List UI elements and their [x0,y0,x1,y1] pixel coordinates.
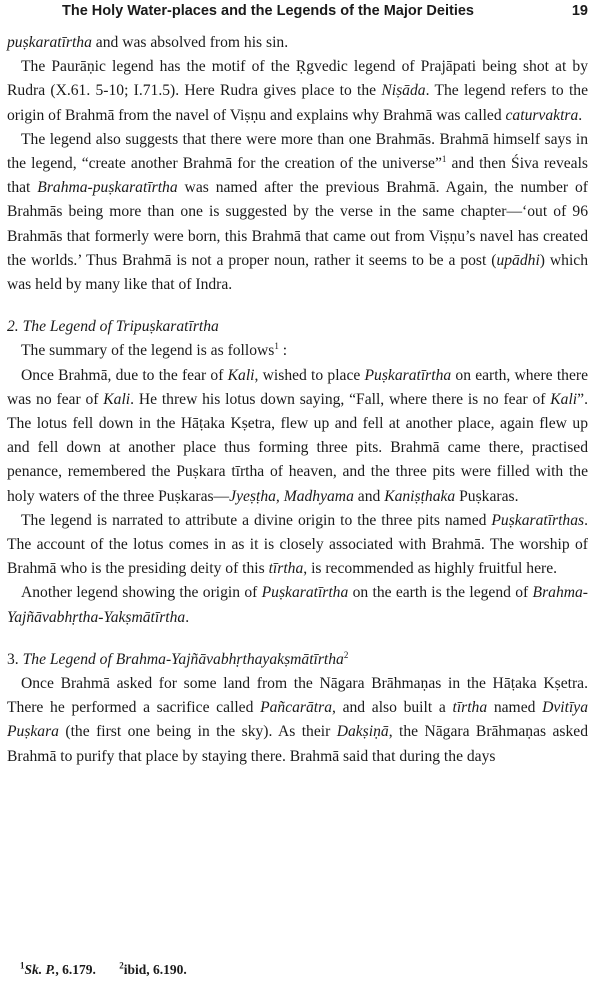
term: Brahma-puṣkaratīrtha [37,179,178,197]
text: : [278,342,288,360]
term: tīrtha [452,699,488,717]
heading-text: 2. The Legend of Tripuṣkaratīrtha [7,318,219,336]
term: Brahma-Yajñāvabhṛtha-Yakṣmātīrtha [7,584,588,626]
footnote-marker: 1 [274,341,279,352]
text: The Paurāṇic legend has the motif of the Ṛgvedic legend of Prajāpati being shot at by Rudra (X.61. 5-10; I.71.5). Here Rudra gives place to the [7,58,588,100]
text: . [185,608,190,626]
footnote-reference: Sk. P. [24,962,56,977]
paragraph-another-legend [7,581,588,629]
text: Another legend showing the origin of [21,584,262,602]
paragraph-pauranic-legend [7,55,588,128]
text: ) which was held by many like that of Indra. [7,251,588,294]
term: caturvaktra [505,106,579,124]
term: Puṣkaratīrtha [364,366,452,384]
page-body [7,31,588,769]
footnote-text: ibid, 6.190. [123,962,187,977]
paragraph-divine-origin [7,509,588,582]
text: , is recommended as highly fruitful here. [303,560,558,578]
term: Dakṣiṇā [336,723,389,741]
text: named [487,699,543,717]
term: Pañcarātra [260,699,332,717]
section-heading-yajnavabhrtha [7,648,588,672]
text: and was absolved from his sin. [91,34,289,51]
footnote-number: 1 [20,960,25,971]
term: Kali [103,390,131,408]
term: Dvitīya Puṣkara [7,699,588,741]
text: ”. The lotus fell down in the Hāṭaka Kṣetra, flew up and fell at another place, again flew up and fell down at another place thus forming three pits. Brahmā came there, practised penance, remembered the Puṣkara tīrtha of heaven, and the three pits were filled with the holy waters of the three Puṣkaras— [7,390,588,505]
text: on earth, where there was no fear of [7,366,588,408]
footnote-location: , 6.179. [55,962,96,977]
text: on the earth is the legend of [348,584,533,602]
running-header [62,3,588,19]
text: , the Nāgara Brāhmaṇas asked Brahmā to purify that place by staying there. Brahmā said that during the days [7,723,588,765]
footnote-number: 2 [119,960,124,971]
heading-number: 3. [7,650,23,668]
heading-text: The Legend of Brahma-Yajñāvabhṛthayakṣmātīrtha [22,650,344,668]
page-number: 19 [571,3,588,19]
term: Puṣkaratīrtha [261,584,349,602]
footnote-2 [119,962,187,977]
footnote-1 [20,962,96,977]
text: The legend is narrated to attribute a divine origin to the three pits named [21,511,492,529]
term: Niṣāda [381,82,426,100]
text: Puṣkaras. [455,487,519,505]
running-title: The Holy Water-places and the Legends of the Major Deities [62,3,474,19]
text: and [353,487,385,505]
paragraph-nagara-brahmanas [7,672,588,769]
text: The summary of the legend is as follows [21,342,275,360]
footnotes [20,962,207,978]
term: Kaniṣṭhaka [384,487,456,505]
text: and then Śiva reveals that [7,155,588,197]
paragraph-summary-intro [7,339,588,363]
text: . The legend refers to the origin of Brahmā from the navel of Viṣṇu and explains why Brahmā was called [7,82,588,124]
term: Kali [550,390,578,408]
text: . He threw his lotus down saying, “Fall, where there is no fear of [130,390,551,408]
term: puṣkaratīrtha [7,34,92,51]
text: . The account of the lotus comes in as it is closely associated with Brahmā. The worship of Brahmā who is the presiding deity of this [7,511,588,578]
term: tīrtha [268,560,304,578]
text: (the first one being in the sky). As their [58,723,337,741]
term: Jyeṣṭha, Madhyama [229,487,354,505]
text: was named after the previous Brahmā. Again, the number of Brahmās being more than one is suggested by the verse in the same chapter—‘out of 96 Brahmās that formerly were born, this Brahmā that came out from Viṣṇu’s navel has created the worlds.’ Thus Brahmā is not a proper noun, rather it seems to be a post ( [7,179,588,269]
text: . [578,106,583,124]
footnote-marker: 2 [343,649,349,660]
text: Once Brahmā asked for some land from the Nāgara Brāhmaṇas in the Hāṭaka Kṣetra. There he performed a sacrifice called [7,675,588,717]
text: Once Brahmā, due to the fear of [21,366,228,384]
term: upādhi [496,251,540,269]
section-heading-tripuskaratirtha [7,315,588,339]
paragraph-lotus-legend [7,364,588,509]
term: Puṣkaratīrthas [491,511,585,529]
paragraph-many-brahmas [7,128,588,297]
term: Kali [227,366,255,384]
text: The legend also suggests that there were more than one Brahmās. Brahmā himself says in the legend, “create another Brahmā for the creation of the universe” [7,130,588,173]
footnote-marker: 1 [441,153,447,164]
text: , wished to place [254,366,365,384]
paragraph-continuation [7,31,588,55]
text: , and also built a [332,699,453,717]
